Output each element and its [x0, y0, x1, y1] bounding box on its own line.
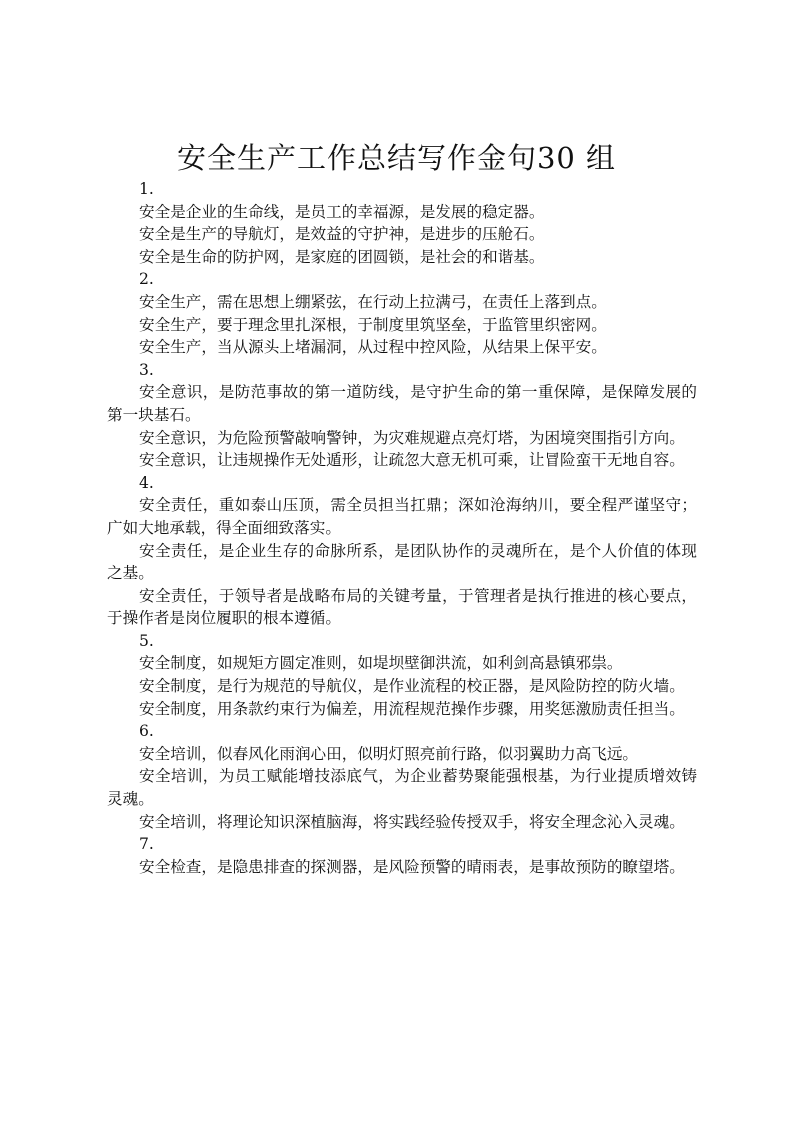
paragraph: 安全是企业的生命线，是员工的幸福源，是发展的稳定器。 [139, 202, 545, 221]
paragraph: 安全培训，为员工赋能增技添底气，为企业蓄势聚能强根基，为行业提质增效铸灵魂。 [107, 767, 697, 809]
paragraph: 安全生产，要于理念里扎深根，于制度里筑坚垒，于监管里织密网。 [139, 315, 607, 334]
paragraph: 安全制度，是行为规范的导航仪，是作业流程的校正器，是风险防控的防火墙。 [139, 677, 685, 696]
paragraph: 安全生产，当从源头上堵漏洞，从过程中控风险，从结果上保平安。 [139, 338, 607, 357]
paragraph: 安全培训，似春风化雨润心田，似明灯照亮前行路，似羽翼助力高飞远。 [139, 744, 639, 763]
paragraph: 安全是生命的防护网，是家庭的团圆锁，是社会的和谐基。 [139, 247, 545, 266]
paragraph: 安全责任，于领导者是战略布局的关键考量，于管理者是执行推进的核心要点，于操作者是岗位履职的根本遵循。 [107, 586, 697, 628]
paragraph: 安全制度，如规矩方圆定准则，如堤坝壁御洪流，如利剑高悬镇邪祟。 [139, 654, 623, 673]
section-number: 5. [139, 631, 154, 650]
document-body [107, 178, 697, 878]
section-number: 3. [139, 360, 154, 379]
paragraph: 安全意识，是防范事故的第一道防线，是守护生命的第一重保障，是保障发展的第一块基石。 [107, 383, 697, 424]
paragraph: 安全意识，为危险预警敲响警钟，为灾难规避点亮灯塔，为困境突围指引方向。 [139, 428, 685, 447]
paragraph: 安全责任，重如泰山压顶，需全员担当扛鼎；深如沧海纳川，要全程严谨坚守；广如大地承载，得全面细致落实。 [107, 496, 697, 537]
section-number: 1. [139, 180, 154, 198]
section-number: 6. [139, 722, 154, 741]
document-title: 安全生产工作总结写作金句30 组 [176, 141, 617, 175]
section-number: 4. [139, 473, 154, 492]
paragraph: 安全制度，用条款约束行为偏差，用流程规范操作步骤，用奖惩激励责任担当。 [139, 699, 685, 718]
section-number: 2. [139, 270, 154, 289]
paragraph: 安全培训，将理论知识深植脑海，将实践经验传授双手，将安全理念沁入灵魂。 [139, 812, 685, 831]
paragraph: 安全责任，是企业生存的命脉所系，是团队协作的灵魂所在，是个人价值的体现之基。 [107, 541, 697, 583]
paragraph: 安全意识，让违规操作无处遁形，让疏忽大意无机可乘，让冒险蛮干无地自容。 [139, 451, 685, 470]
section-number: 7. [139, 835, 154, 854]
paragraph: 安全是生产的导航灯，是效益的守护神，是进步的压舱石。 [139, 225, 545, 244]
paragraph: 安全生产，需在思想上绷紧弦，在行动上拉满弓，在责任上落到点。 [139, 292, 607, 311]
paragraph: 安全检查，是隐患排查的探测器，是风险预警的晴雨表，是事故预防的瞭望塔。 [139, 857, 685, 876]
